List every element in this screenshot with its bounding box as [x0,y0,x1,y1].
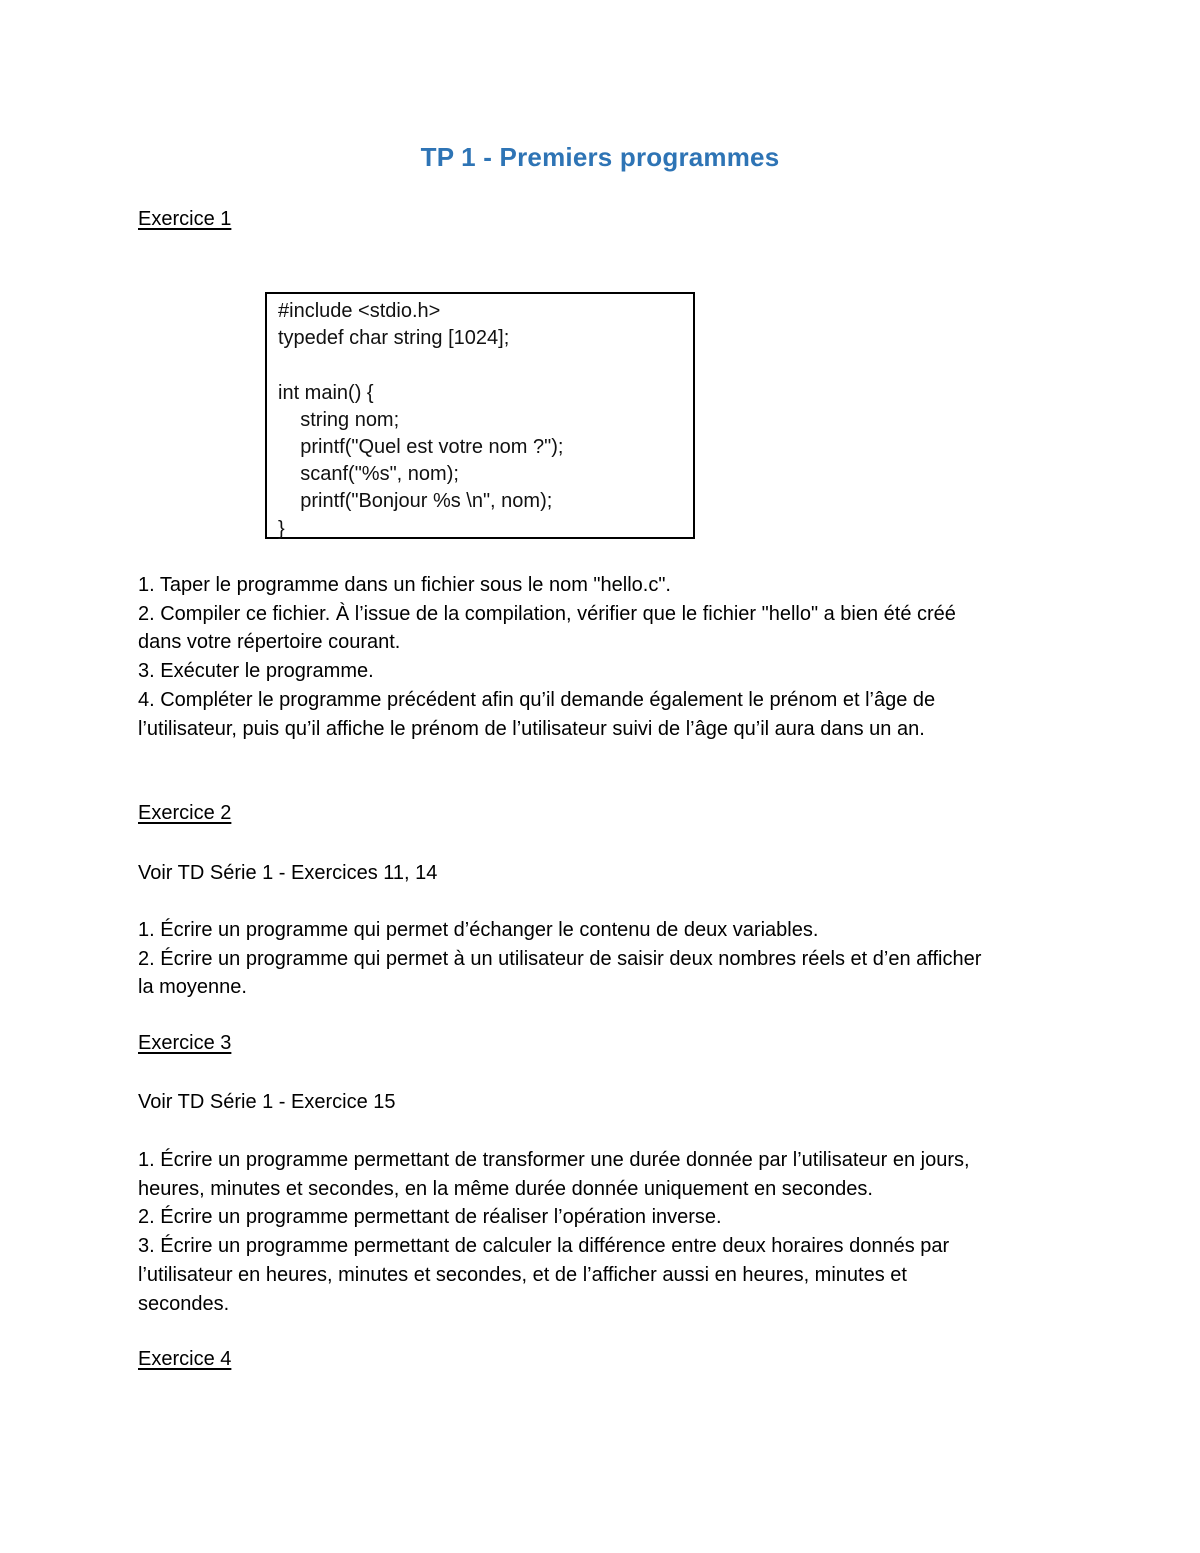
exercise-3-reference [138,1088,1068,1117]
instruction-line: heures, minutes et secondes, en la même durée donnée uniquement en secondes. [138,1177,873,1200]
exercise-3-heading: Exercice 3 [138,1032,232,1054]
instruction-line: 2. Écrire un programme permettant de réaliser l’opération inverse. [138,1206,722,1229]
instruction-line: 1. Taper le programme dans un fichier sous le nom "hello.c". [138,574,671,596]
exercise-1-heading: Exercice 1 [138,208,232,230]
instruction-line: 4. Compléter le programme précédent afin qu’il demande également le prénom et l’âge de [138,688,936,711]
code-line: typedef char string [1024]; [278,327,510,350]
code-line: } [278,517,285,540]
exercise-2-reference [138,859,1068,888]
code-line: #include <stdio.h> [278,300,441,322]
reference-line: Voir TD Série 1 - Exercice 15 [138,1091,396,1113]
code-line: int main() { [278,381,374,404]
instruction-line: l’utilisateur en heures, minutes et secondes, et de l’afficher aussi en heures, minutes et [138,1263,907,1286]
instruction-line: 3. Exécuter le programme. [138,660,374,683]
code-line [278,352,693,379]
exercise-4-heading: Exercice 4 [138,1348,232,1370]
code-line: string nom; [278,408,400,431]
instruction-line: 2. Compiler ce fichier. À l’issue de la compilation, vérifier que le fichier "hello" a bien été créé [138,602,956,625]
reference-line: Voir TD Série 1 - Exercices 11, 14 [138,862,438,884]
instruction-line: 1. Écrire un programme qui permet d’échanger le contenu de deux variables. [138,919,819,941]
instruction-line: 3. Écrire un programme permettant de calculer la différence entre deux horaires donnés par [138,1235,950,1258]
instruction-line: l’utilisateur, puis qu’il affiche le prénom de l’utilisateur suivi de l’âge qu’il aura dans un an. [138,717,925,740]
instruction-line: 1. Écrire un programme permettant de transformer une durée donnée par l’utilisateur en jours, [138,1149,970,1171]
exercise-2-instructions [138,916,1068,1002]
code-line: scanf("%s", nom); [278,463,459,486]
page-title: TP 1 - Premiers programmes [420,142,780,172]
instruction-line: la moyenne. [138,976,247,999]
exercise-1-instructions [138,571,1068,743]
instruction-line: dans votre répertoire courant. [138,631,401,654]
code-line: printf("Quel est votre nom ?"); [278,435,564,458]
exercise-2-heading: Exercice 2 [138,802,232,824]
instruction-line: 2. Écrire un programme qui permet à un utilisateur de saisir deux nombres réels et d’en afficher [138,947,982,970]
code-listing [265,292,695,539]
code-line: printf("Bonjour %s \n", nom); [278,490,553,513]
exercise-3-instructions [138,1146,1068,1318]
instruction-line: secondes. [138,1292,230,1315]
